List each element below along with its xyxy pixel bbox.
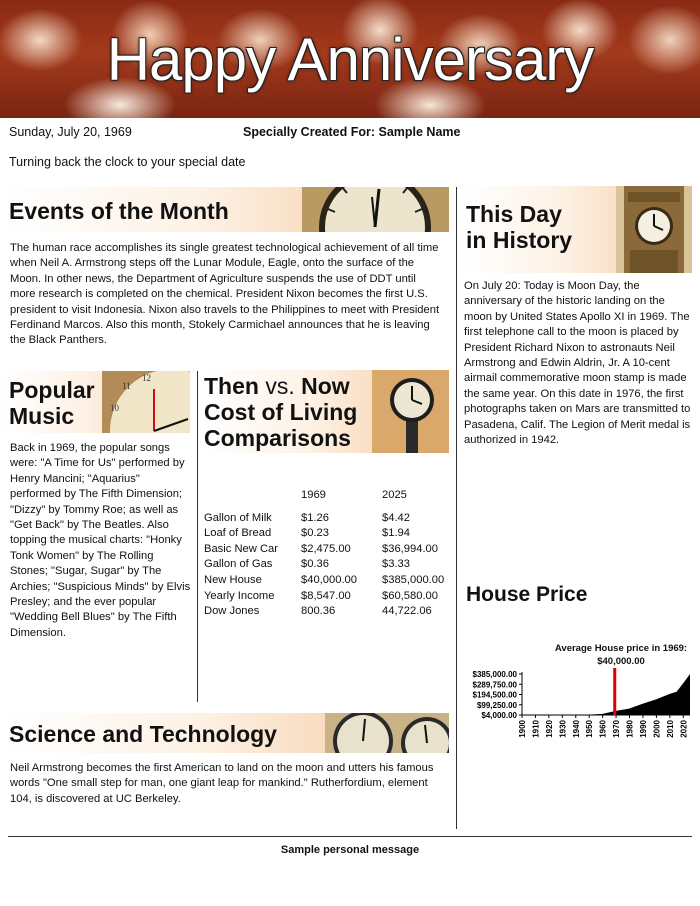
cost-now: $4.42 (382, 511, 410, 524)
cost-then: $2,475.00 (301, 542, 351, 555)
table-row (204, 526, 462, 542)
y-tick-label: $289,750.00 (472, 680, 517, 690)
y-tick-label: $99,250.00 (476, 700, 517, 710)
cost-then: $1.26 (301, 511, 329, 524)
events-text: The human race accomplishes its single greatest technological achievement of all time when Neil A. Armstrong steps off the Lunar Module, Eagle, onto the surface of the Moon. In other news, the Department of Agriculture suspends the use of DDT until more research is completed on the chemical. President Nixon becomes the first U.S. president to visit Indonesia. Nixon also travels to the Philippines to meet with President Ferdinand Marcos. Also this month, Stokely Carmichael announces that he is leaving the Black Panthers. (10, 242, 440, 347)
x-tick-label: 2010 (665, 720, 675, 738)
footer-divider (8, 836, 692, 837)
table-row (204, 557, 462, 573)
x-tick-label: 1960 (598, 720, 608, 738)
svg-text:12: 12 (142, 373, 151, 383)
house-price-area (522, 674, 690, 715)
x-tick-label: 1950 (585, 720, 595, 738)
svg-text:10: 10 (110, 403, 119, 413)
x-tick-label: 1900 (518, 720, 527, 738)
music-header (2, 371, 190, 433)
cost-table-header-row (204, 488, 462, 504)
col-now: 2025 (382, 489, 407, 501)
cost-now: $60,580.00 (382, 589, 438, 602)
table-row (204, 511, 462, 527)
this-day-title-line2: in History (466, 227, 573, 253)
table-row (204, 589, 462, 605)
svg-text:11: 11 (122, 381, 131, 391)
created-for (243, 125, 460, 139)
cost-item: Loaf of Bread (204, 527, 272, 540)
tower-clock-icon (616, 186, 692, 273)
science-title: Science and Technology (9, 721, 277, 747)
cost-item: Dow Jones (204, 605, 260, 618)
x-tick-label: 1910 (531, 720, 541, 738)
this-day-text: On July 20: Today is Moon Day, the anniversary of the historic landing on the moon by United States Apollo XI in 1969. The first telephone call to the moon is placed by President Richard Nixon to astronauts Neil Armstrong and Edwin Aldrin, Jr. A 10-cent airmail commemorative moon stamp is made the same year. On this date in 1976, the first photographs taken on Mars are transmitted to Pasadena, Calif. The Legion of Merit medal is authorized in 1942. (464, 280, 691, 447)
cost-item: Gallon of Milk (204, 511, 272, 524)
x-tick-label: 1970 (612, 720, 622, 738)
street-clock-icon (372, 370, 449, 453)
clock-image-events (302, 187, 449, 232)
clock-image-science (325, 713, 449, 753)
x-tick-label: 1980 (625, 720, 635, 738)
x-tick-label: 1940 (571, 720, 581, 738)
y-tick-label: $4,000.00 (481, 711, 517, 720)
banner-title: Happy Anniversary (106, 26, 594, 93)
tower-clock-image (616, 186, 692, 273)
cost-title-vs: vs. (265, 373, 295, 399)
cost-header (202, 370, 449, 453)
science-text: Neil Armstrong becomes the first American to land on the moon and utters his famous words "One small step for man, one giant leap for mankind." Rutherfordium, element 104, is discovered at UC Berkeley. (10, 762, 434, 805)
chart-title-line1: Average House price in 1969: (554, 643, 688, 654)
chart-title-line2: $40,000.00 (597, 656, 645, 667)
clock-image-music (102, 371, 190, 433)
cost-title (204, 373, 357, 451)
cost-title-then: Then (204, 373, 259, 399)
cost-now: $36,994.00 (382, 542, 438, 555)
date-line: Sunday, July 20, 1969 (9, 125, 132, 139)
cost-title-now: Now (301, 373, 350, 399)
x-tick-label: 1920 (544, 720, 554, 738)
footer-message: Sample personal message (280, 844, 420, 856)
cost-now: $3.33 (382, 558, 410, 571)
col-then: 1969 (301, 489, 326, 501)
x-tick-label: 2020 (679, 720, 689, 738)
y-tick-label: $385,000.00 (472, 670, 517, 679)
cost-now: $385,000.00 (382, 573, 445, 586)
house-price-chart (460, 665, 694, 765)
cost-then: 800.36 (301, 605, 336, 618)
created-for-label: Specially Created For: (243, 125, 375, 139)
cost-title-line2: Cost of Living (204, 399, 358, 425)
music-title-line1: Popular (9, 377, 95, 403)
cost-item: Gallon of Gas (204, 558, 273, 571)
clock-icon (302, 187, 449, 232)
house-title: House Price (466, 583, 588, 606)
cost-item: Yearly Income (204, 589, 275, 602)
table-row (204, 542, 462, 558)
table-row (204, 604, 462, 620)
cost-title-line3: Comparisons (204, 425, 351, 451)
cost-then: $8,547.00 (301, 589, 351, 602)
events-title: Events of the Month (9, 198, 229, 224)
clocks-icon (325, 713, 449, 753)
cost-then: $0.36 (301, 558, 329, 571)
street-clock-image (372, 370, 449, 453)
music-text: Back in 1969, the popular songs were: "A Time for Us" performed by Henry Mancini; "Aquarius" performed by The Fifth Dimension; "Dizzy" by Tommy Roe; as well as "Get Back" by The Beatles. Also topping the musical charts: "Honky Tonk Women" by The Rolling Stones; "Sugar, Sugar" by The Archies; "Suspicious Minds" by Elvis Presley; and the ever popular "Wedding Bell Blues" by The Fifth Dimension. (10, 442, 191, 639)
this-day-title-line1: This Day (466, 201, 562, 227)
x-tick-label: 1990 (638, 720, 648, 738)
science-header (2, 713, 449, 753)
x-tick-label: 2000 (652, 720, 662, 738)
clock-hands-icon (102, 371, 190, 433)
cost-now: $1.94 (382, 527, 410, 540)
this-day-header (462, 186, 692, 273)
recipient-name: Sample Name (378, 125, 461, 139)
y-tick-label: $194,500.00 (472, 690, 517, 700)
music-title (9, 377, 95, 429)
cost-item: New House (204, 573, 262, 586)
x-tick-label: 1930 (558, 720, 568, 738)
music-title-line2: Music (9, 403, 75, 429)
cost-then: $0.23 (301, 527, 329, 540)
tagline: Turning back the clock to your special date (9, 155, 246, 169)
cost-table (204, 488, 462, 620)
cost-item: Basic New Car (204, 542, 278, 555)
divider-middle-column (197, 371, 198, 702)
cost-now: 44,722.06 (382, 605, 432, 618)
cost-then: $40,000.00 (301, 573, 357, 586)
events-header (2, 187, 449, 232)
this-day-title (466, 201, 572, 253)
table-row (204, 573, 462, 589)
banner (0, 0, 700, 118)
